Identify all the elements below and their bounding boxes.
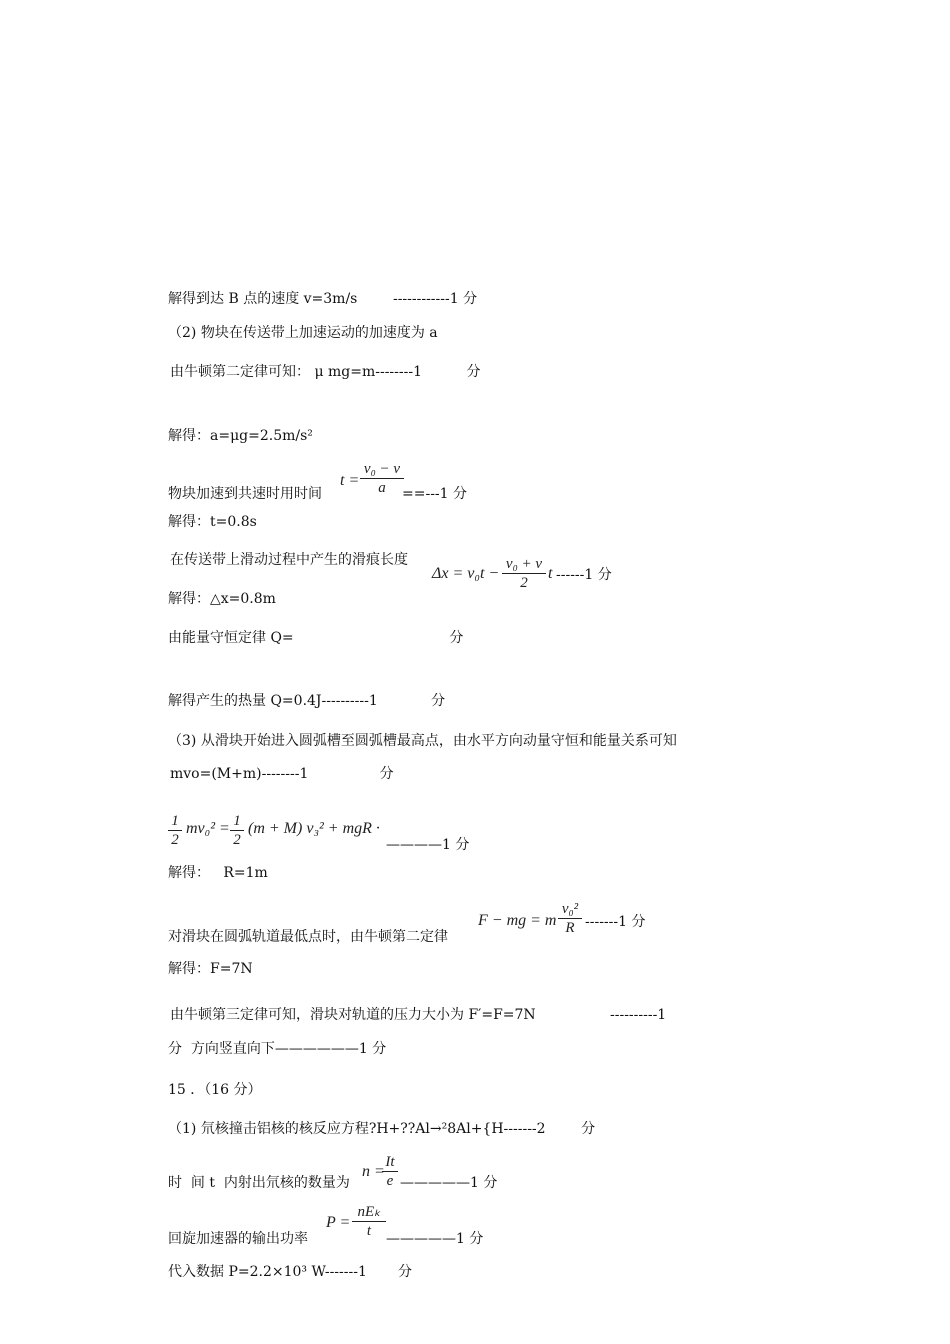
formula-p-fraction [352, 1203, 386, 1240]
formula-energy-mid: mv₀² = [186, 820, 230, 837]
line-nuclear-reaction: （1) 氘核撞击铝核的核反应方程?H+??Al→²8Al+{H-------2 分 [168, 1121, 596, 1137]
formula-dx-numerator: v₀ + v [502, 555, 546, 574]
formula-force-fraction [558, 900, 582, 937]
line-count-score: —————1 分 [400, 1175, 498, 1191]
formula-t-lhs: t = [340, 472, 360, 489]
line-energy-score: ————1 分 [386, 837, 470, 853]
line-power-score: —————1 分 [386, 1231, 484, 1247]
formula-p-numerator: nEₖ [352, 1203, 386, 1222]
formula-energy-half-a [168, 812, 182, 849]
formula-t-denominator: a [378, 480, 386, 496]
line-heat-result: 解得产生的热量 Q=0.4J----------1 分 [168, 693, 446, 709]
formula-force-denominator: R [565, 920, 575, 936]
formula-force-numerator: v₀² [558, 900, 582, 919]
formula-dx-denominator: 2 [520, 575, 528, 591]
formula-n-fraction [382, 1153, 398, 1190]
line-part2-heading: （2) 物块在传送带上加速运动的加速度为 a [168, 325, 438, 341]
formula-force-lhs: F − mg = m [478, 912, 557, 929]
formula-n-lhs: n = [362, 1163, 385, 1180]
line-momentum: mvo=(M+m)--------1 分 [170, 766, 394, 782]
formula-n-numerator: It [382, 1153, 398, 1172]
line-time-result: 解得：t=0.8s [168, 514, 257, 530]
line-part3-heading: （3) 从滑块开始进入圆弧槽至圆弧槽最高点，由水平方向动量守恒和能量关系可知 [168, 733, 677, 749]
line-count-label: 时 间 t 内射出氘核的数量为 [168, 1175, 350, 1191]
line-force-result: 解得：F=7N [168, 961, 253, 977]
line-power-label: 回旋加速器的输出功率 [168, 1231, 308, 1247]
line-acceleration: 解得：a=μg=2.5m/s² [168, 428, 313, 444]
line-dx-result: 解得：△x=0.8m [168, 591, 276, 607]
formula-energy-half-b [230, 812, 244, 849]
formula-p-lhs: P = [326, 1214, 351, 1231]
line-newton-third: 由牛顿第三定律可知，滑块对轨道的压力大小为 F′=F=7N [170, 1007, 536, 1023]
line-slide-length-label: 在传送带上滑动过程中产生的滑痕长度 [170, 552, 408, 568]
line-newton-second: 由牛顿第二定律可知： μ mg=m--------1 分 [170, 364, 481, 380]
line-time-label: 物块加速到共速时用时间 [168, 486, 322, 502]
question-15-heading: 15 ．（16 分） [168, 1082, 262, 1098]
formula-p-denominator: t [366, 1223, 372, 1239]
line-speed-at-b: 解得到达 B 点的速度 v=3m/s ------------1 分 [168, 291, 478, 307]
line-energy-conservation: 由能量守恒定律 Q= 分 [168, 630, 464, 646]
formula-energy-half-a-den: 2 [171, 832, 179, 848]
formula-dx-fraction [502, 555, 546, 592]
line-direction: 分 方向竖直向下——————1 分 [168, 1041, 387, 1057]
line-radius-result: 解得： R=1m [168, 865, 268, 881]
line-lowest-point-score: -------1 分 [585, 914, 646, 930]
line-lowest-point-label: 对滑块在圆弧轨道最低点时，由牛顿第二定律 [168, 929, 448, 945]
line-time-score: ==---1 分 [402, 486, 468, 502]
formula-energy-half-b-den: 2 [233, 832, 241, 848]
formula-n-denominator: e [386, 1173, 394, 1189]
line-slide-length-score: ------1 分 [556, 567, 612, 583]
line-newton-third-score: ----------1 [610, 1007, 667, 1023]
formula-energy-rest: (m + M) v₃² + mgR · [248, 820, 380, 837]
formula-dx-t: t [548, 565, 553, 582]
formula-dx-lhs: Δx = v₀t − [432, 565, 500, 582]
formula-energy-half-a-num: 1 [168, 812, 182, 831]
line-power-result: 代入数据 P=2.2×10³ W-------1 分 [168, 1264, 413, 1280]
formula-t-numerator: v₀ − v [360, 460, 404, 479]
formula-t-fraction [360, 460, 404, 497]
formula-energy-half-b-num: 1 [230, 812, 244, 831]
